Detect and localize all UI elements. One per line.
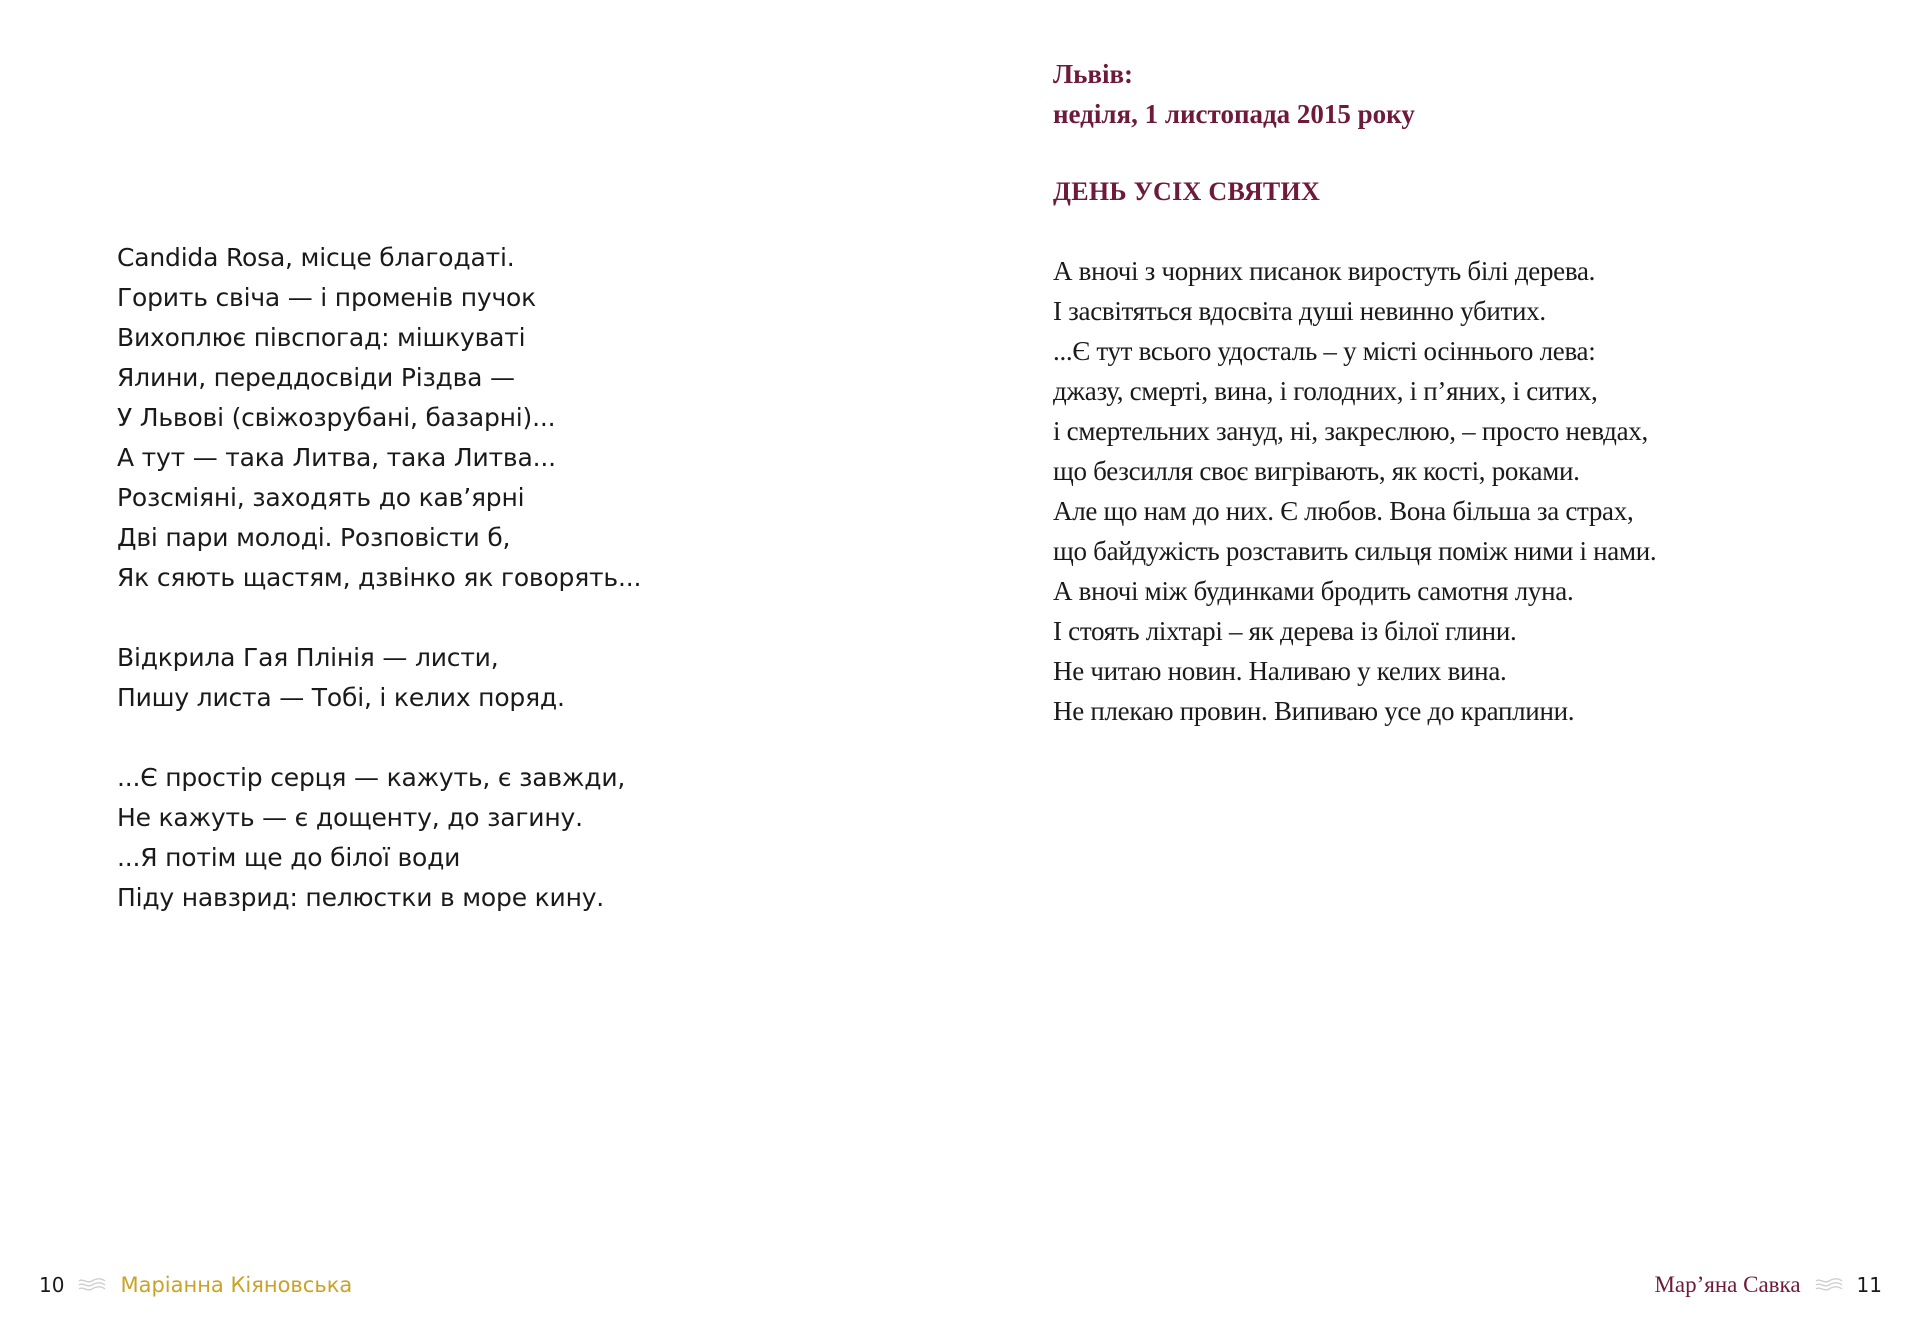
stanza-1 bbox=[117, 238, 641, 598]
poem-line: Пишу листа — Тобі, і келих поряд. bbox=[117, 683, 565, 712]
poem-line: Піду навзрид: пелюстки в море кину. bbox=[117, 883, 605, 912]
dateline-place: Львів: bbox=[1053, 59, 1134, 89]
author-name: Мар’яна Савка bbox=[1654, 1272, 1801, 1297]
poem-line: Але що нам до них. Є любов. Вона більша за страх, bbox=[1053, 496, 1634, 526]
stanza-2 bbox=[117, 638, 641, 718]
poem-line: А вночі з чорних писанок виростуть білі дерева. bbox=[1053, 256, 1596, 286]
wave-flag-icon bbox=[78, 1277, 106, 1293]
poem-line: І стоять ліхтарі – як дерева із білої глини. bbox=[1053, 616, 1517, 646]
poem-line: Як сяють щастям, дзвінко як говорять... bbox=[117, 563, 642, 592]
poem-title: ДЕНЬ УСІХ СВЯТИХ bbox=[1053, 177, 1321, 206]
poem-line: У Львові (свіжозрубані, базарні)... bbox=[117, 403, 556, 432]
poem-line: джазу, смерті, вина, і голодних, і п’яних, і ситих, bbox=[1053, 376, 1598, 406]
right-poem bbox=[1053, 251, 1656, 731]
poem-dateline bbox=[1053, 54, 1415, 134]
poem-line: Вихоплює півспогад: мішкуваті bbox=[117, 323, 526, 352]
poem-line: І засвітяться вдосвіта душі невинно убитих. bbox=[1053, 296, 1546, 326]
stanza-3 bbox=[117, 758, 641, 918]
author-name: Маріанна Кіяновська bbox=[120, 1273, 353, 1297]
poem-line: А вночі між будинками бродить самотня луна. bbox=[1053, 576, 1574, 606]
left-poem bbox=[117, 238, 641, 918]
poem-line: Ялини, переддосвіди Різдва — bbox=[117, 363, 515, 392]
poem-line: ...Я потім ще до білої води bbox=[117, 843, 461, 872]
dateline-date: неділя, 1 листопада 2015 року bbox=[1053, 99, 1415, 129]
poem-line: ...Є простір серця — кажуть, є завжди, bbox=[117, 763, 626, 792]
poem-line: Candida Rosa, місце благодаті. bbox=[117, 243, 515, 272]
poem-line: Не кажуть — є дощенту, до загину. bbox=[117, 803, 583, 832]
wave-flag-icon bbox=[1815, 1277, 1843, 1293]
poem-line: Не плекаю провин. Випиваю усе до краплини. bbox=[1053, 696, 1575, 726]
right-page-footer bbox=[1654, 1270, 1882, 1300]
poem-line: що байдужість розставить сильця поміж ними і нами. bbox=[1053, 536, 1657, 566]
poem-line: Відкрила Гая Плінія — листи, bbox=[117, 643, 499, 672]
left-page-footer bbox=[39, 1270, 352, 1300]
poem-line: А тут — така Литва, така Литва... bbox=[117, 443, 556, 472]
poem-line: ...Є тут всього удосталь – у місті осіннього лева: bbox=[1053, 336, 1596, 366]
page-number: 11 bbox=[1856, 1273, 1882, 1297]
poem-line: Дві пари молоді. Розповісти б, bbox=[117, 523, 511, 552]
page-number: 10 bbox=[39, 1273, 65, 1297]
poem-line: і смертельних зануд, ні, закреслюю, – просто невдах, bbox=[1053, 416, 1648, 446]
poem-line: Не читаю новин. Наливаю у келих вина. bbox=[1053, 656, 1507, 686]
poem-line: що безсилля своє вигрівають, як кості, роками. bbox=[1053, 456, 1580, 486]
poem-line: Горить свіча — і променів пучок bbox=[117, 283, 537, 312]
right-page bbox=[960, 0, 1920, 1320]
poem-line: Розсміяні, заходять до кав’ярні bbox=[117, 483, 525, 512]
